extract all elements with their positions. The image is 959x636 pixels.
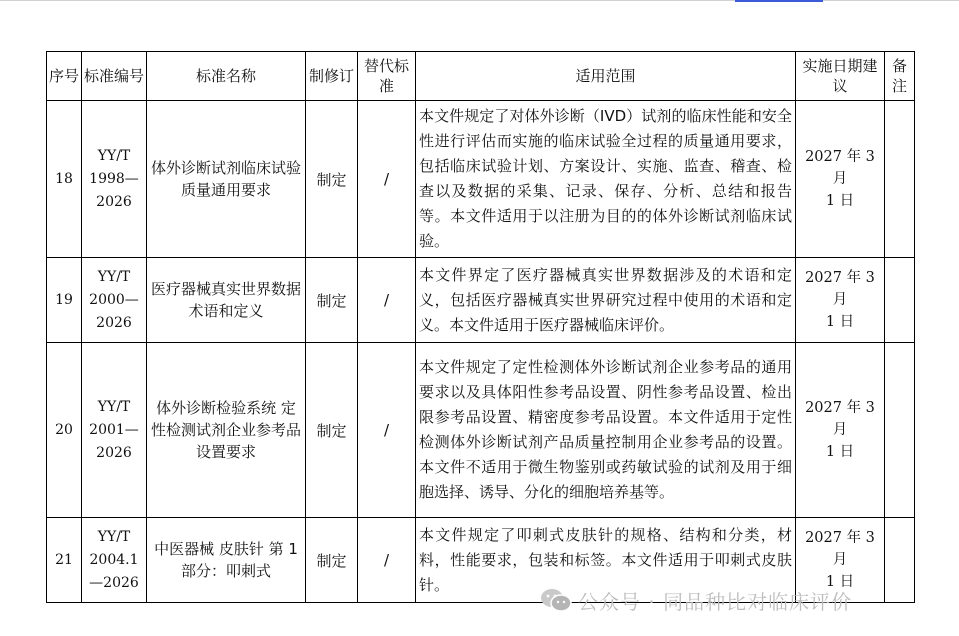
row-type: 制定 (306, 518, 358, 603)
code-line: 2026 (96, 193, 132, 210)
date-line: 1 日 (825, 193, 855, 209)
code-line: 2026 (96, 314, 132, 331)
header-scope: 适用范围 (416, 52, 796, 101)
date-line: 2027 年 3 月 (805, 530, 875, 568)
code-line: 2000— (89, 291, 139, 308)
row-type: 制定 (306, 258, 358, 343)
row-date (796, 101, 885, 258)
code-line: YY/T (97, 528, 131, 545)
header-replace: 替代标准 (358, 52, 416, 101)
row-scope: 本文件规定了叩刺式皮肤针的规格、结构和分类，材料，性能要求，包装和标签。本文件适用于叩刺式皮肤针。 (416, 518, 796, 603)
row-type: 制定 (306, 343, 358, 518)
row-scope: 本文件规定了对体外诊断（IVD）试剂的临床性能和安全性进行评估而实施的临床试验全过程的质量通用要求，包括临床试验计划、方案设计、实施、监查、稽查、检查以及数据的采集、记录、保存、分析、总结和报告等。本文件适用于以注册为目的的体外诊断试剂临床试验。 (416, 101, 796, 258)
row-replace: / (358, 343, 416, 518)
code-line: 1998— (89, 170, 139, 187)
row-code (82, 101, 147, 258)
table-row (47, 343, 915, 518)
code-line: YY/T (97, 268, 131, 285)
header-code: 标准编号 (82, 52, 147, 101)
row-name: 体外诊断检验系统 定性检测试剂企业参考品设置要求 (147, 343, 306, 518)
code-line: —2026 (89, 574, 139, 591)
row-note (885, 258, 915, 343)
code-line: YY/T (97, 398, 131, 415)
top-accent-line (735, 0, 823, 2)
row-note (885, 101, 915, 258)
date-line: 1 日 (825, 574, 855, 590)
row-code (82, 258, 147, 343)
row-replace: / (358, 258, 416, 343)
row-index: 18 (47, 101, 82, 258)
row-replace: / (358, 101, 416, 258)
header-type: 制修订 (306, 52, 358, 101)
table-header-row (47, 52, 915, 101)
row-code (82, 518, 147, 603)
table-row (47, 101, 915, 258)
row-name: 医疗器械真实世界数据 术语和定义 (147, 258, 306, 343)
header-date: 实施日期建议 (796, 52, 885, 101)
row-scope: 本文件规定了定性检测体外诊断试剂企业参考品的通用要求以及具体阳性参考品设置、阴性参考品设置、检出限参考品设置、精密度参考品设置。本文件适用于定性检测体外诊断试剂产品质量控制用企业参考品的设置。本文件不适用于微生物鉴别或药敏试验的试剂及用于细胞选择、诱导、分化的细胞培养基等。 (416, 343, 796, 518)
table-row (47, 258, 915, 343)
date-line: 2027 年 3 月 (805, 270, 875, 308)
row-index: 20 (47, 343, 82, 518)
row-index: 21 (47, 518, 82, 603)
date-line: 2027 年 3 月 (805, 149, 875, 187)
watermark (540, 584, 852, 616)
row-type: 制定 (306, 101, 358, 258)
row-date (796, 343, 885, 518)
header-note: 备注 (885, 52, 915, 101)
wechat-icon (540, 587, 572, 613)
row-name: 体外诊断试剂临床试验质量通用要求 (147, 101, 306, 258)
date-line: 1 日 (825, 444, 855, 460)
row-note (885, 343, 915, 518)
row-date (796, 258, 885, 343)
date-line: 1 日 (825, 314, 855, 330)
row-code (82, 343, 147, 518)
date-line: 2027 年 3 月 (805, 400, 875, 438)
code-line: 2004.1 (89, 551, 139, 568)
standards-table (46, 51, 915, 603)
row-index: 19 (47, 258, 82, 343)
row-note (885, 518, 915, 603)
code-line: YY/T (97, 147, 131, 164)
watermark-text: 公众号 · 同品种比对临床评价 (578, 589, 853, 614)
code-line: 2026 (96, 444, 132, 461)
row-replace: / (358, 518, 416, 603)
code-line: 2001— (89, 421, 139, 438)
row-name: 中医器械 皮肤针 第 1 部分：叩刺式 (147, 518, 306, 603)
header-name: 标准名称 (147, 52, 306, 101)
row-scope: 本文件界定了医疗器械真实世界数据涉及的术语和定义，包括医疗器械真实世界研究过程中使用的术语和定义。本文件适用于医疗器械临床评价。 (416, 258, 796, 343)
header-index: 序号 (47, 52, 82, 101)
